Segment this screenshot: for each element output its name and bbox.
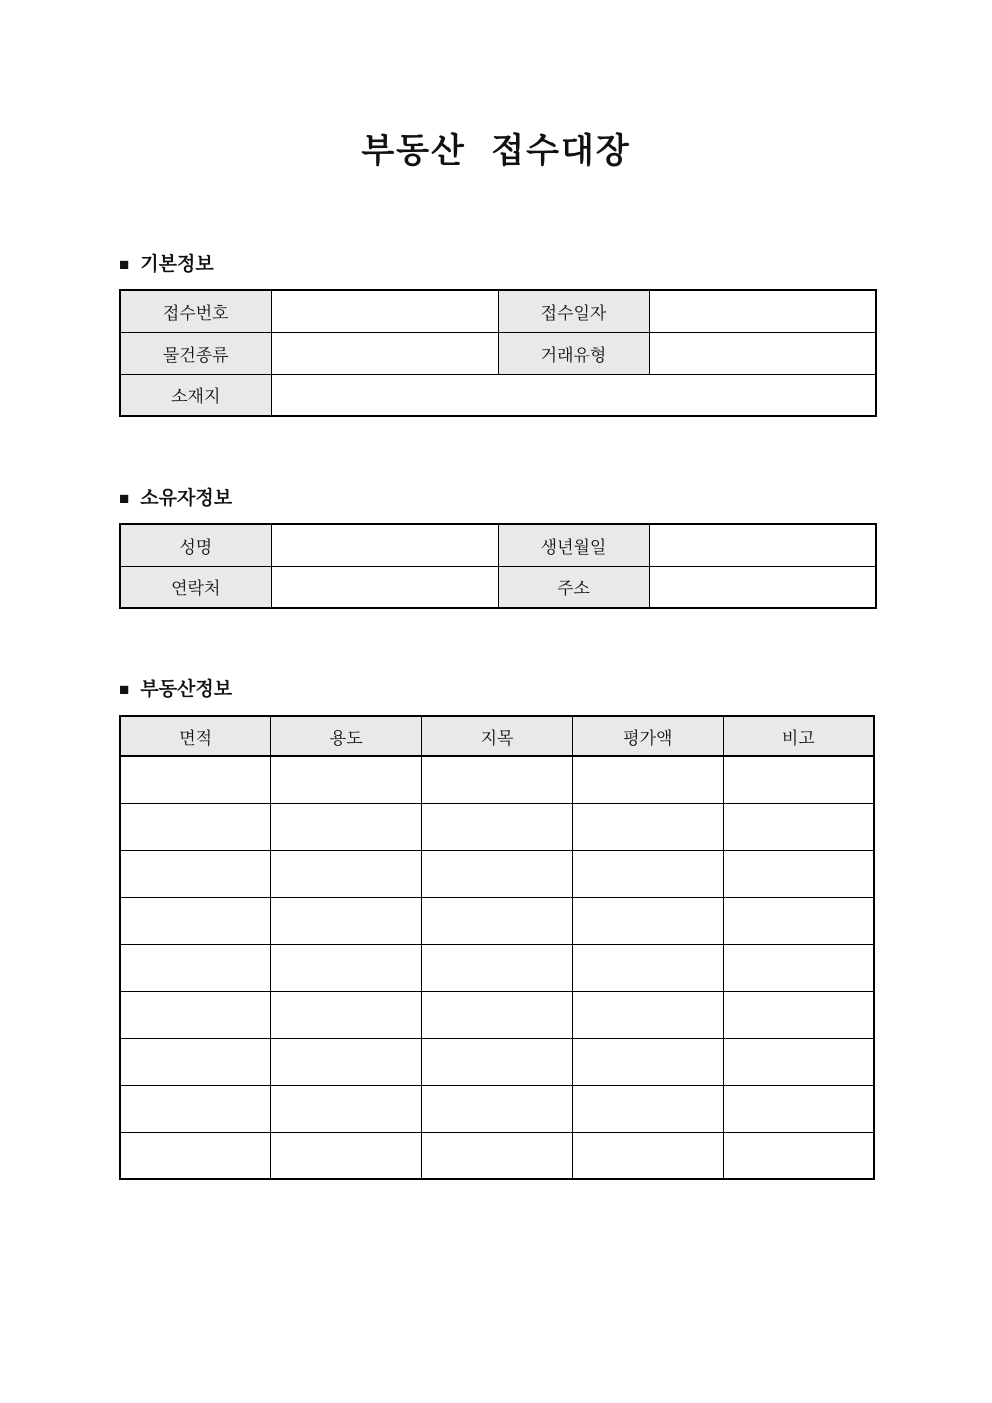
document-content — [119, 254, 875, 1180]
basic-info-table — [119, 289, 877, 417]
empty-cell — [572, 897, 723, 944]
empty-cell — [422, 756, 573, 803]
owner-info-table — [119, 523, 877, 609]
empty-cell — [271, 1132, 422, 1179]
empty-cell — [271, 991, 422, 1038]
empty-cell — [723, 1038, 874, 1085]
table-row — [120, 290, 876, 332]
table-row — [120, 756, 874, 803]
square-bullet-icon: ■ — [119, 255, 130, 274]
empty-cell — [572, 1085, 723, 1132]
field-value-receipt-date — [649, 290, 876, 332]
empty-cell — [572, 944, 723, 991]
empty-cell — [422, 897, 573, 944]
table-row — [120, 332, 876, 374]
column-header-land-category: 지목 — [422, 716, 573, 756]
empty-cell — [572, 1132, 723, 1179]
section-heading-basic — [119, 254, 875, 276]
table-header-row — [120, 716, 874, 756]
field-label-location: 소재지 — [120, 374, 271, 416]
column-header-remarks: 비고 — [723, 716, 874, 756]
table-row — [120, 803, 874, 850]
column-header-area: 면적 — [120, 716, 271, 756]
property-info-table — [119, 715, 875, 1180]
empty-cell — [422, 944, 573, 991]
empty-cell — [723, 1132, 874, 1179]
field-label-birth-date: 생년월일 — [498, 524, 649, 566]
empty-cell — [572, 850, 723, 897]
empty-cell — [271, 944, 422, 991]
empty-cell — [572, 991, 723, 1038]
property-table-body — [120, 756, 874, 1179]
field-value-birth-date — [649, 524, 876, 566]
empty-cell — [723, 850, 874, 897]
field-label-address: 주소 — [498, 566, 649, 608]
empty-cell — [271, 850, 422, 897]
empty-cell — [723, 756, 874, 803]
table-row — [120, 524, 876, 566]
table-row — [120, 374, 876, 416]
empty-cell — [422, 850, 573, 897]
empty-cell — [120, 991, 271, 1038]
table-row — [120, 944, 874, 991]
page-title: 부동산 접수대장 — [361, 132, 631, 170]
empty-cell — [271, 1085, 422, 1132]
empty-cell — [723, 944, 874, 991]
empty-cell — [271, 756, 422, 803]
empty-cell — [271, 897, 422, 944]
field-value-receipt-number — [271, 290, 498, 332]
empty-cell — [723, 991, 874, 1038]
empty-cell — [723, 1085, 874, 1132]
field-label-contact: 연락처 — [120, 566, 271, 608]
field-label-transaction-type: 거래유형 — [498, 332, 649, 374]
empty-cell — [120, 803, 271, 850]
table-row — [120, 991, 874, 1038]
column-header-use: 용도 — [271, 716, 422, 756]
empty-cell — [572, 1038, 723, 1085]
section-title-basic: 기본정보 — [140, 254, 214, 275]
field-value-property-type — [271, 332, 498, 374]
field-value-contact — [271, 566, 498, 608]
empty-cell — [120, 850, 271, 897]
empty-cell — [120, 1085, 271, 1132]
table-row — [120, 1132, 874, 1179]
table-row — [120, 1085, 874, 1132]
empty-cell — [120, 944, 271, 991]
empty-cell — [120, 756, 271, 803]
square-bullet-icon: ■ — [119, 489, 130, 508]
empty-cell — [723, 897, 874, 944]
field-label-name: 성명 — [120, 524, 271, 566]
square-bullet-icon: ■ — [119, 680, 130, 699]
empty-cell — [422, 1085, 573, 1132]
empty-cell — [422, 991, 573, 1038]
empty-cell — [120, 1038, 271, 1085]
field-value-transaction-type — [649, 332, 876, 374]
field-value-address — [649, 566, 876, 608]
empty-cell — [422, 803, 573, 850]
empty-cell — [572, 756, 723, 803]
empty-cell — [271, 803, 422, 850]
empty-cell — [120, 1132, 271, 1179]
section-title-owner: 소유자정보 — [140, 488, 233, 509]
table-row — [120, 850, 874, 897]
table-row — [120, 1038, 874, 1085]
field-label-receipt-date: 접수일자 — [498, 290, 649, 332]
section-heading-owner — [119, 488, 875, 510]
empty-cell — [723, 803, 874, 850]
empty-cell — [422, 1038, 573, 1085]
field-label-receipt-number: 접수번호 — [120, 290, 271, 332]
empty-cell — [572, 803, 723, 850]
table-row — [120, 566, 876, 608]
column-header-appraised-value: 평가액 — [572, 716, 723, 756]
empty-cell — [120, 897, 271, 944]
field-value-location — [271, 374, 876, 416]
field-value-name — [271, 524, 498, 566]
section-heading-property — [119, 679, 875, 701]
section-title-property: 부동산정보 — [140, 679, 233, 700]
field-label-property-type: 물건종류 — [120, 332, 271, 374]
empty-cell — [271, 1038, 422, 1085]
empty-cell — [422, 1132, 573, 1179]
table-row — [120, 897, 874, 944]
